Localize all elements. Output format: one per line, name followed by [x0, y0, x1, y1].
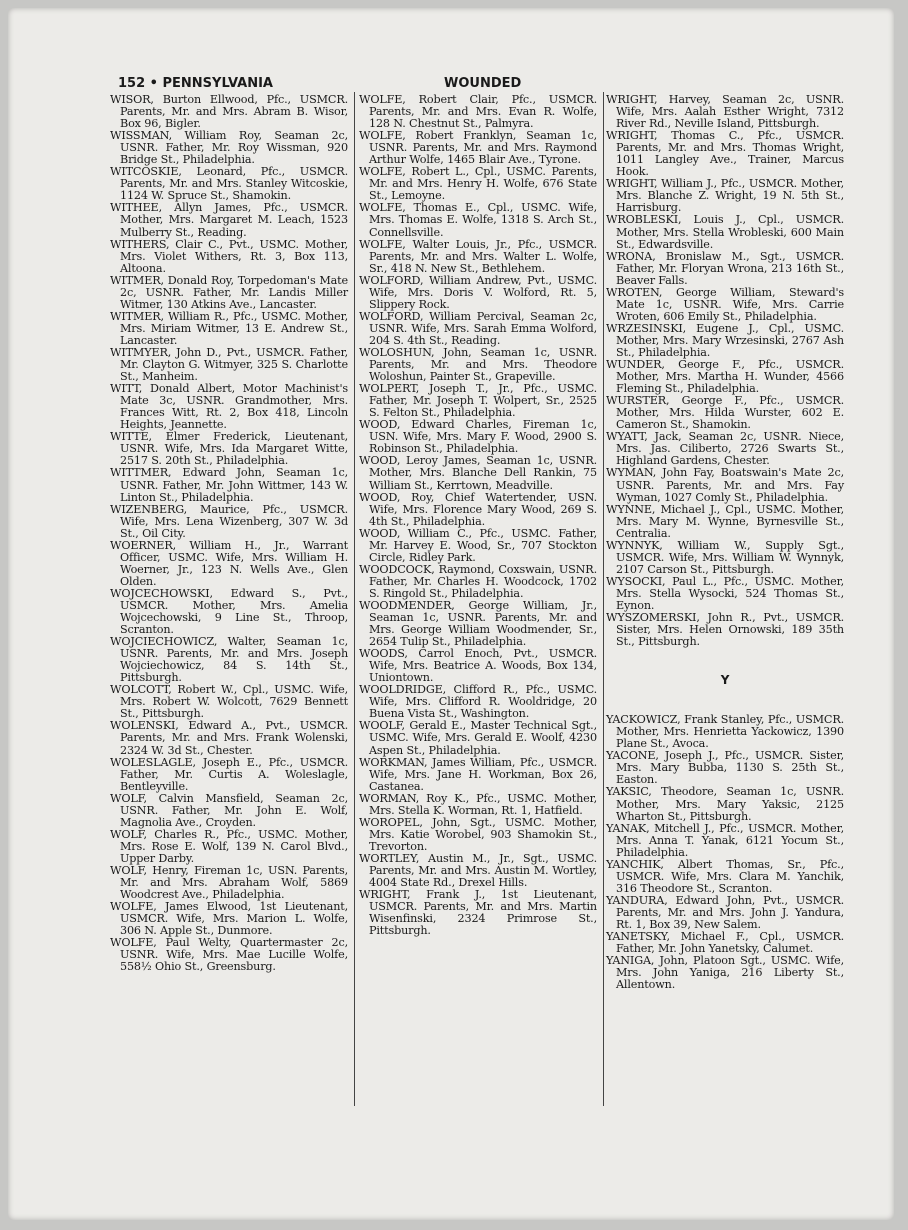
casualty-entry: WRIGHT, Frank J., 1st Lieutenant, USMCR. Parents, Mr. and Mrs. Martin Wisenfinski, 2324 Primrose St., Pittsburgh.	[359, 888, 597, 938]
casualty-entry: WOLPERT, Joseph T., Jr., Pfc., USMC. Father, Mr. Joseph T. Wolpert, Sr., 2525 S. Felton St., Philadelphia.	[359, 382, 597, 420]
casualty-entry: WITCOSKIE, Leonard, Pfc., USMCR. Parents, Mr. and Mrs. Stanley Witcoskie, 1124 W. Spruce St., Shamokin.	[110, 165, 348, 203]
casualty-entry: WORKMAN, James William, Pfc., USMCR. Wife, Mrs. Jane H. Workman, Box 26, Castanea.	[359, 755, 597, 793]
casualty-entry: YAKSIC, Theodore, Seaman 1c, USNR. Mother, Mrs. Mary Yaksic, 2125 Wharton St., Pittsburgh.	[606, 785, 844, 823]
section-letter-y: Y	[720, 673, 730, 688]
casualty-entry: WITMER, William R., Pfc., USMC. Mother, Mrs. Miriam Witmer, 13 E. Andrew St., Lancaster.	[110, 309, 348, 347]
casualty-entry: WROBLESKI, Louis J., Cpl., USMCR. Mother, Mrs. Stella Wrobleski, 600 Main St., Edwardsville.	[606, 213, 844, 251]
casualty-entry: WOLFE, James Elwood, 1st Lieutenant, USMCR. Wife, Mrs. Marion L. Wolfe, 306 N. Apple St., Dunmore.	[110, 900, 348, 938]
casualty-entry: WOLFE, Thomas E., Cpl., USMC. Wife, Mrs. Thomas E. Wolfe, 1318 S. Arch St., Connellsville.	[359, 201, 597, 239]
casualty-entry: WROTEN, George William, Steward's Mate 1c, USNR. Wife, Mrs. Carrie Wroten, 606 Emily St., Philadelphia.	[606, 285, 844, 323]
column-3	[606, 94, 844, 991]
casualty-entry: WOLFORD, William Percival, Seaman 2c, USNR. Wife, Mrs. Sarah Emma Wolford, 204 S. 4th St., Reading.	[359, 309, 597, 347]
casualty-entry: WOODMENDER, George William, Jr., Seaman 1c, USNR. Parents, Mr. and Mrs. George William Woodmender, Sr., 2654 Tulip St., Philadelphia.	[359, 598, 597, 649]
header-bullet: •	[149, 76, 158, 91]
casualty-entry: WRIGHT, Thomas C., Pfc., USMCR. Parents, Mr. and Mrs. Thomas Wright, 1011 Langley Ave., Trainer, Marcus Hook.	[606, 129, 844, 179]
casualty-entry: WRIGHT, William J., Pfc., USMCR. Mother, Mrs. Blanche Z. Wright, 19 N. 5th St., Harrisburg.	[606, 177, 844, 215]
state-name: PENNSYLVANIA	[162, 76, 273, 91]
casualty-entry: WOLF, Calvin Mansfield, Seaman 2c, USNR. Father, Mr. John E. Wolf, Magnolia Ave., Croyden.	[110, 791, 348, 829]
casualty-entry: WOROPEL, John, Sgt., USMC. Mother, Mrs. Katie Worobel, 903 Shamokin St., Trevorton.	[359, 815, 597, 853]
casualty-entry: WOLFE, Paul Welty, Quartermaster 2c, USNR. Wife, Mrs. Mae Lucille Wolfe, 558½ Ohio St., Greensburg.	[110, 936, 348, 974]
casualty-entry: WITT, Donald Albert, Motor Machinist's Mate 3c, USNR. Grandmother, Mrs. Frances Witt, Rt. 2, Box 418, Lincoln Heights, Jeannette.	[110, 382, 348, 432]
casualty-entry: YANCHIK, Albert Thomas, Sr., Pfc., USMCR. Wife, Mrs. Clara M. Yanchik, 316 Theodore St., Scranton.	[606, 857, 844, 895]
column-divider	[354, 92, 355, 1106]
casualty-entry: WOOD, Edward Charles, Fireman 1c, USN. Wife, Mrs. Mary F. Wood, 2900 S. Robinson St., Philadelphia.	[359, 418, 597, 456]
casualty-entry: WOOD, William C., Pfc., USMC. Father, Mr. Harvey E. Wood, Sr., 707 Stockton Circle, Ridley Park.	[359, 526, 597, 564]
casualty-entry: YANIGA, John, Platoon Sgt., USMC. Wife, Mrs. John Yaniga, 216 Liberty St., Allentown.	[606, 954, 844, 992]
casualty-entry: YANAK, Mitchell J., Pfc., USMCR. Mother, Mrs. Anna T. Yanak, 6121 Yocum St., Philadelphia.	[606, 821, 844, 859]
casualty-entry: WOLESLAGLE, Joseph E., Pfc., USMCR. Father, Mr. Curtis A. Woleslagle, Bentleyville.	[110, 755, 348, 793]
casualty-entry: WRZESINSKI, Eugene J., Cpl., USMC. Mother, Mrs. Mary Wrzesinski, 2767 Ash St., Philadelphia.	[606, 321, 844, 359]
casualty-entry: WORTLEY, Austin M., Jr., Sgt., USMC. Parents, Mr. and Mrs. Austin M. Wortley, 4004 State Rd., Drexel Hills.	[359, 851, 597, 890]
casualty-entry: WRONA, Bronislaw M., Sgt., USMCR. Father, Mr. Floryan Wrona, 213 16th St., Beaver Falls.	[606, 249, 844, 287]
casualty-entry: WITMYER, John D., Pvt., USMCR. Father, Mr. Clayton G. Witmyer, 325 S. Charlotte St., Manheim.	[110, 345, 348, 384]
casualty-entry: WOJCECHOWSKI, Edward S., Pvt., USMCR. Mother, Mrs. Amelia Wojcechowski, 9 Line St., Throop, Scranton.	[110, 586, 348, 637]
casualty-entry: WYNNYK, William W., Supply Sgt., USMCR. Wife, Mrs. William W. Wynnyk, 2107 Carson St., Pittsburgh.	[606, 538, 844, 576]
casualty-entry: YACKOWICZ, Frank Stanley, Pfc., USMCR. Mother, Mrs. Henrietta Yackowicz, 1390 Plane St., Avoca.	[606, 713, 844, 751]
casualty-entry: WITMER, Donald Roy, Torpedoman's Mate 2c, USNR. Father, Mr. Landis Miller Witmer, 130 Atkins Ave., Lancaster.	[110, 273, 348, 311]
casualty-entry: WRIGHT, Harvey, Seaman 2c, USNR. Wife, Mrs. Aalah Esther Wright, 7312 River Rd., Neville Island, Pittsburgh.	[606, 93, 844, 131]
casualty-entry: WIZENBERG, Maurice, Pfc., USMCR. Wife, Mrs. Lena Wizenberg, 307 W. 3d St., Oil City.	[110, 502, 348, 540]
casualty-entry: WOOLDRIDGE, Clifford R., Pfc., USMC. Wife, Mrs. Clifford R. Wooldridge, 20 Buena Vista St., Washington.	[359, 683, 597, 721]
casualty-entry: WOLF, Charles R., Pfc., USMC. Mother, Mrs. Rose E. Wolf, 139 N. Carol Blvd., Upper Darby.	[110, 827, 348, 865]
casualty-entry: WOODS, Carrol Enoch, Pvt., USMCR. Wife, Mrs. Beatrice A. Woods, Box 134, Uniontown.	[359, 647, 597, 685]
casualty-entry: WISOR, Burton Ellwood, Pfc., USMCR. Parents, Mr. and Mrs. Abram B. Wisor, Box 96, Bigler.	[110, 93, 348, 131]
casualty-entry: WYNNE, Michael J., Cpl., USMC. Mother, Mrs. Mary M. Wynne, Byrnesville St., Centralia.	[606, 502, 844, 540]
section-title: WOUNDED	[444, 76, 522, 91]
casualty-entry: WOOD, Leroy James, Seaman 1c, USNR. Mother, Mrs. Blanche Dell Rankin, 75 William St., Kerrtown, Meadville.	[359, 454, 597, 492]
casualty-entry: WOODCOCK, Raymond, Coxswain, USNR. Father, Mr. Charles H. Woodcock, 1702 S. Ringold St., Philadelphia.	[359, 562, 597, 600]
page-number: 152	[118, 76, 146, 91]
casualty-entry: WUNDER, George F., Pfc., USMCR. Mother, Mrs. Martha H. Wunder, 4566 Fleming St., Philadelphia.	[606, 358, 844, 396]
casualty-entry: YANDURA, Edward John, Pvt., USMCR. Parents, Mr. and Mrs. John J. Yandura, Rt. 1, Box 39, New Salem.	[606, 893, 844, 931]
casualty-entry: WYSZOMERSKI, John R., Pvt., USMCR. Sister, Mrs. Helen Ornowski, 189 35th St., Pittsburgh.	[606, 611, 844, 649]
column-1	[110, 94, 348, 973]
casualty-entry: WYSOCKI, Paul L., Pfc., USMC. Mother, Mrs. Stella Wysocki, 524 Thomas St., Eynon.	[606, 574, 844, 612]
casualty-entry: WYATT, Jack, Seaman 2c, USNR. Niece, Mrs. Jas. Ciliberto, 2726 Swarts St., Highland Gardens, Chester.	[606, 430, 844, 468]
casualty-entry: WOLCOTT, Robert W., Cpl., USMC. Wife, Mrs. Robert W. Wolcott, 7629 Bennett St., Pittsburgh.	[110, 683, 348, 721]
casualty-entry: YANETSKY, Michael F., Cpl., USMCR. Father, Mr. John Yanetsky, Calumet.	[606, 930, 844, 956]
casualty-entry: WOOLF, Gerald E., Master Technical Sgt., USMC. Wife, Mrs. Gerald E. Woolf, 4230 Aspen St., Philadelphia.	[359, 719, 597, 757]
casualty-entry: WOLENSKI, Edward A., Pvt., USMCR. Parents, Mr. and Mrs. Frank Wolenski, 2324 W. 3d St., Chester.	[110, 719, 348, 757]
casualty-entry: WOOD, Roy, Chief Watertender, USN. Wife, Mrs. Florence Mary Wood, 269 S. 4th St., Philadelphia.	[359, 490, 597, 528]
casualty-entry: WITHERS, Clair C., Pvt., USMC. Mother, Mrs. Violet Withers, Rt. 3, Box 113, Altoona.	[110, 237, 348, 275]
casualty-entry: YACONE, Joseph J., Pfc., USMCR. Sister, Mrs. Mary Bubba, 1130 S. 25th St., Easton.	[606, 749, 844, 787]
casualty-entry: WITTE, Elmer Frederick, Lieutenant, USNR. Wife, Mrs. Ida Margaret Witte, 2517 S. 20th St., Philadelphia.	[110, 430, 348, 468]
column-3-w-entries	[606, 94, 844, 648]
column-2	[359, 94, 597, 937]
casualty-entry: WOLOSHUN, John, Seaman 1c, USNR. Parents, Mr. and Mrs. Theodore Woloshun, Painter St., Grapeville.	[359, 345, 597, 384]
casualty-entry: WOLFORD, William Andrew, Pvt., USMC. Wife, Mrs. Doris V. Wolford, Rt. 5, Slippery Rock.	[359, 273, 597, 311]
casualty-entry: WORMAN, Roy K., Pfc., USMC. Mother, Mrs. Stella K. Worman, Rt. 1, Hatfield.	[359, 791, 597, 817]
casualty-entry: WITTMER, Edward John, Seaman 1c, USNR. Father, Mr. John Wittmer, 143 W. Linton St., Philadelphia.	[110, 466, 348, 504]
casualty-entry: WYMAN, John Fay, Boatswain's Mate 2c, USNR. Parents, Mr. and Mrs. Fay Wyman, 1027 Comly St., Philadelphia.	[606, 466, 844, 504]
casualty-entry: WOERNER, William H., Jr., Warrant Officer, USMC. Wife, Mrs. William H. Woerner, Jr., 123 N. Wells Ave., Glen Olden.	[110, 538, 348, 588]
casualty-entry: WOLFE, Walter Louis, Jr., Pfc., USMCR. Parents, Mr. and Mrs. Walter L. Wolfe, Sr., 418 N. New St., Bethlehem.	[359, 237, 597, 275]
column-divider	[603, 92, 604, 1106]
casualty-entry: WOLFE, Robert L., Cpl., USMC. Parents, Mr. and Mrs. Henry H. Wolfe, 676 State St., Lemoyne.	[359, 165, 597, 203]
casualty-entry: WOLFE, Robert Clair, Pfc., USMCR. Parents, Mr. and Mrs. Evan R. Wolfe, 128 N. Chestnut St., Palmyra.	[359, 93, 597, 131]
column-3-y-entries	[606, 714, 844, 991]
casualty-entry: WOJCIECHOWICZ, Walter, Seaman 1c, USNR. Parents, Mr. and Mrs. Joseph Wojciechowicz, 84 S. 14th St., Pittsburgh.	[110, 635, 348, 685]
casualty-entry: WITHEE, Allyn James, Pfc., USMCR. Mother, Mrs. Margaret M. Leach, 1523 Mulberry St., Reading.	[110, 201, 348, 239]
casualty-entry: WOLF, Henry, Fireman 1c, USN. Parents, Mr. and Mrs. Abraham Wolf, 5869 Woodcrest Ave., Philadelphia.	[110, 864, 348, 902]
page-header	[118, 76, 858, 94]
casualty-entry: WURSTER, George F., Pfc., USMCR. Mother, Mrs. Hilda Wurster, 602 E. Cameron St., Shamokin.	[606, 394, 844, 432]
casualty-entry: WISSMAN, William Roy, Seaman 2c, USNR. Father, Mr. Roy Wissman, 920 Bridge St., Philadelphia.	[110, 129, 348, 167]
casualty-entry: WOLFE, Robert Franklyn, Seaman 1c, USNR. Parents, Mr. and Mrs. Raymond Arthur Wolfe, 1465 Blair Ave., Tyrone.	[359, 129, 597, 167]
